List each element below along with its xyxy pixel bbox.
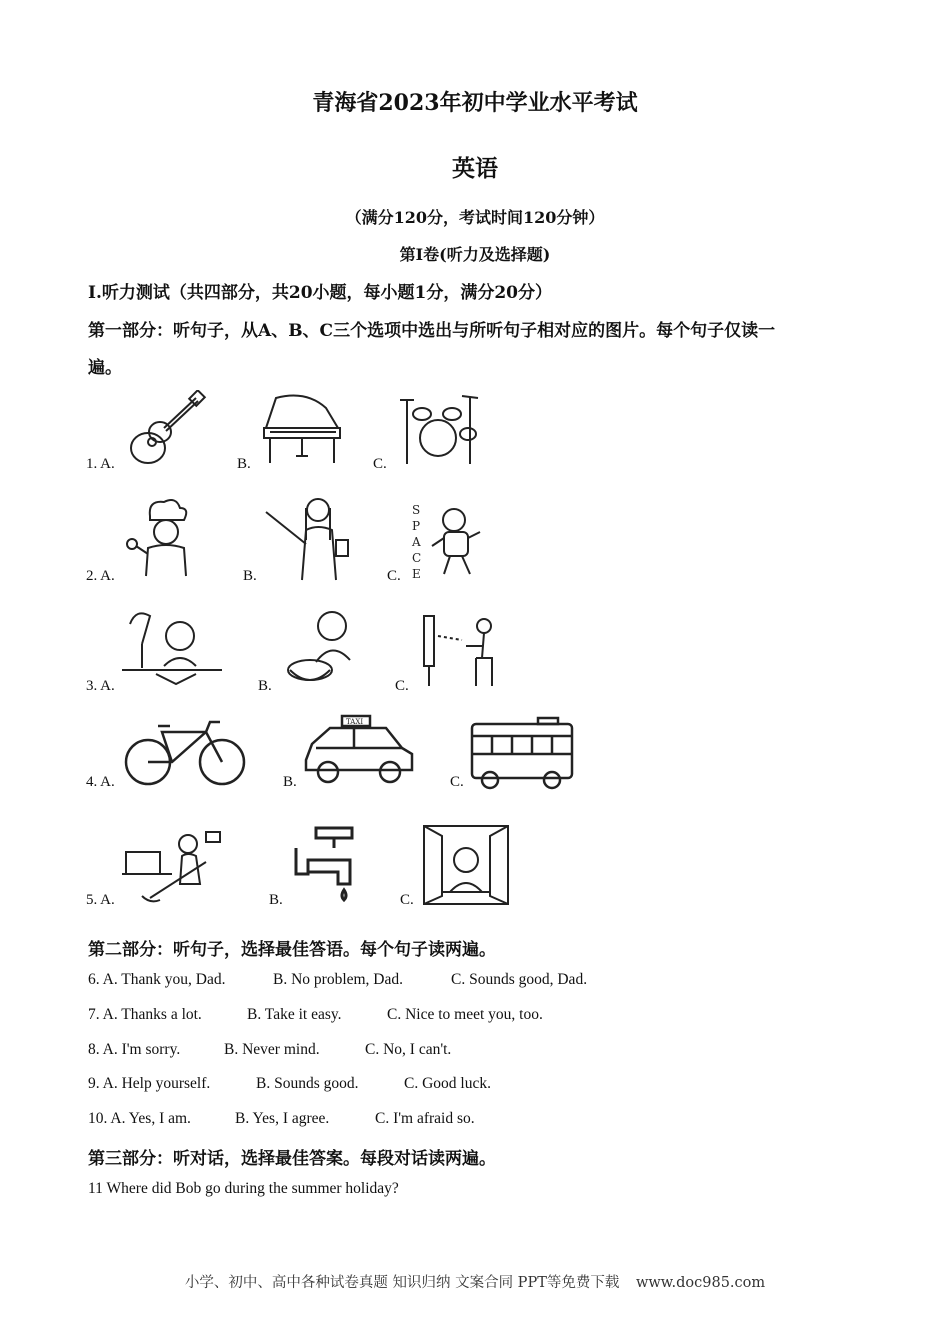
girl-sweeping-icon — [120, 826, 226, 906]
q1-label: 1. A. — [86, 456, 115, 472]
q4-option-c: C. — [450, 774, 464, 790]
boy-washing-icon — [282, 606, 372, 692]
footer-site-link[interactable]: www.doc985.com — [635, 1275, 766, 1291]
footer-text: 小学、初中、高中各种试卷真题 知识归纳 文案合同 PPT等免费下载 — [184, 1275, 620, 1291]
part2-heading: 第二部分：听句子，选择最佳答语。每个句子读两遍。 — [88, 940, 496, 960]
part1-instructions: 第一部分：听句子，从A、B、C三个选项中选出与所听句子相对应的图片。每个句子仅读一 — [88, 321, 776, 341]
q1-option-b: B. — [237, 456, 251, 472]
astronaut-icon — [408, 498, 490, 582]
bicycle-icon — [122, 716, 248, 788]
svg-text:S: S — [412, 503, 421, 517]
q3-label: 3. A. — [86, 678, 115, 694]
piano-icon — [256, 388, 346, 468]
q10-option-b: B. Yes, I agree. — [235, 1110, 330, 1127]
q7-option-c: C. Nice to meet you, too. — [387, 1006, 543, 1023]
svg-text:E: E — [412, 567, 421, 581]
q1-option-c: C. — [373, 456, 387, 472]
listening-heading: I.听力测试（共四部分，共20小题，每小题1分，满分20分） — [88, 283, 553, 303]
taxi-icon — [302, 714, 416, 790]
footer — [0, 1271, 950, 1292]
q4-label: 4. A. — [86, 774, 115, 790]
svg-text:A: A — [412, 535, 421, 549]
q6-option-b: B. No problem, Dad. — [273, 971, 404, 988]
svg-text:C: C — [412, 551, 422, 565]
faucet-icon — [288, 824, 362, 906]
volume-title: 第I卷(听力及选择题) — [399, 245, 551, 264]
q2-option-c: C. — [387, 568, 401, 584]
part3-heading: 第三部分：听对话，选择最佳答案。每段对话读两遍。 — [88, 1149, 496, 1169]
q8-option-c: C. No, I can't. — [365, 1041, 452, 1058]
q9-option-c: C. Good luck. — [404, 1075, 491, 1092]
bus-icon — [468, 716, 576, 790]
q9-option-b: B. Sounds good. — [256, 1075, 359, 1092]
q7-option-a: 7. A. Thanks a lot. — [88, 1006, 202, 1023]
q6-option-a: 6. A. Thank you, Dad. — [88, 971, 226, 988]
q6-option-c: C. Sounds good, Dad. — [451, 971, 588, 988]
teacher-icon — [262, 490, 354, 582]
subject-title: 英语 — [452, 155, 498, 182]
chef-icon — [120, 496, 212, 580]
q5-option-b: B. — [269, 892, 283, 908]
q3-option-b: B. — [258, 678, 272, 694]
q5-label: 5. A. — [86, 892, 115, 908]
q11-text: 11 Where did Bob go during the summer holiday? — [88, 1180, 399, 1197]
drum-kit-icon — [392, 386, 484, 468]
q3-option-c: C. — [395, 678, 409, 694]
q10-option-c: C. I'm afraid so. — [375, 1110, 475, 1127]
exam-title: 青海省2023年初中学业水平考试 — [312, 90, 638, 116]
person-watching-tv-icon — [418, 606, 504, 692]
q2-label: 2. A. — [86, 568, 115, 584]
q9-option-a: 9. A. Help yourself. — [88, 1075, 211, 1092]
q10-option-a: 10. A. Yes, I am. — [88, 1110, 191, 1127]
boy-reading-icon — [122, 604, 222, 690]
boy-at-window-icon — [418, 822, 514, 908]
guitar-icon — [118, 390, 208, 470]
q4-option-b: B. — [283, 774, 297, 790]
part1-instructions-cont: 遍。 — [88, 358, 122, 378]
score-time-note: （满分120分，考试时间120分钟） — [345, 208, 605, 227]
q2-option-b: B. — [243, 568, 257, 584]
q5-option-c: C. — [400, 892, 414, 908]
svg-text:P: P — [412, 519, 421, 533]
q8-option-b: B. Never mind. — [224, 1041, 320, 1058]
svg-text:TAXI: TAXI — [346, 718, 364, 726]
q8-option-a: 8. A. I'm sorry. — [88, 1041, 181, 1058]
q7-option-b: B. Take it easy. — [247, 1006, 342, 1023]
